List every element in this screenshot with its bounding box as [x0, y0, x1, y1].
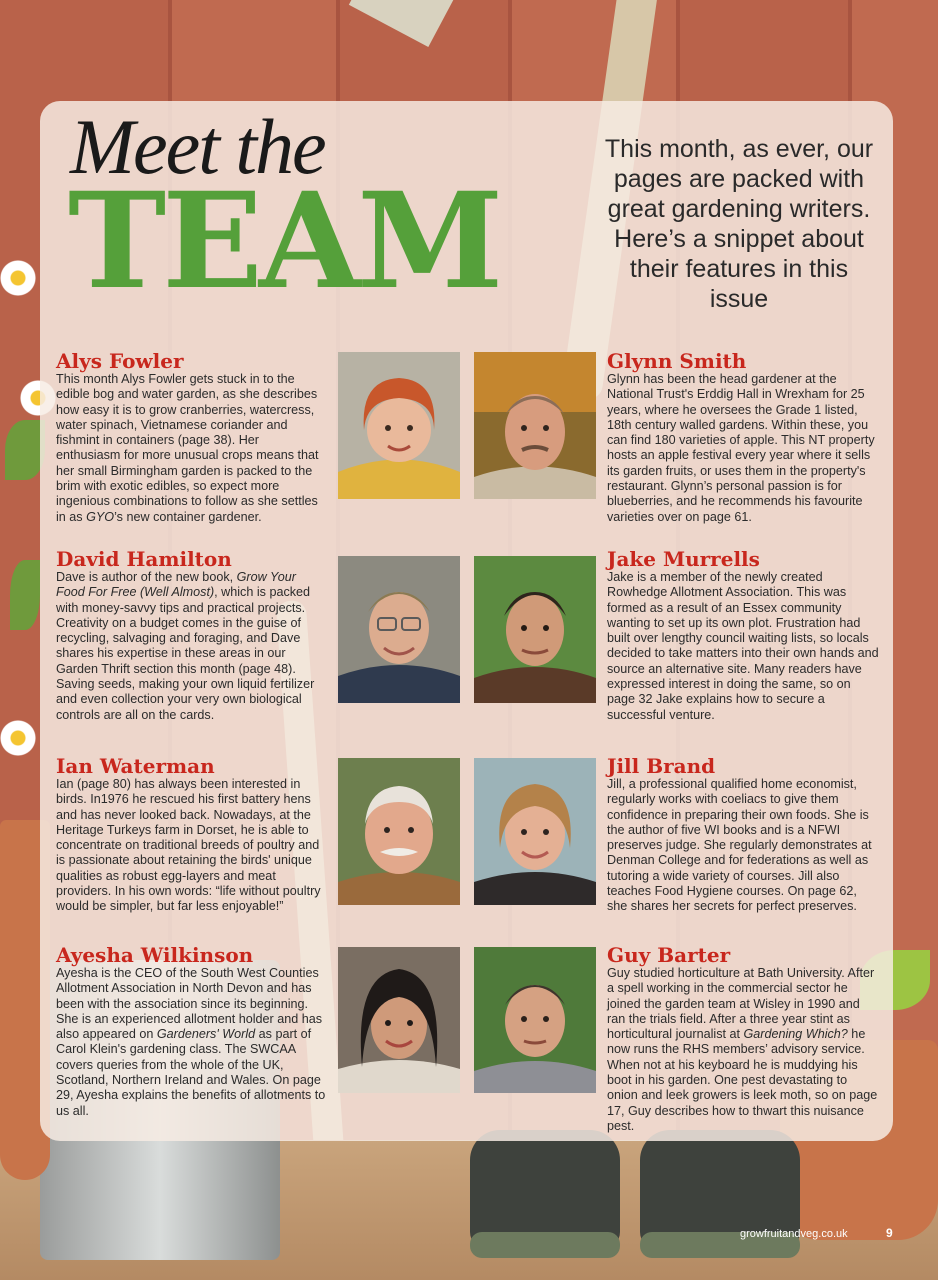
profile-bio: Jake is a member of the newly created Rowhedge Allotment Association. This was formed as a result of an Essex community wanting to set up its own plot. Frustration had built over lengthy council waiting lists, so locals decided to take matters into their own hands and source an alternative site. Many readers have expressed interest in doing the same, so on page 32 Jake explains how to secure a successful venture.	[607, 570, 879, 722]
profile-ian-waterman	[56, 755, 326, 915]
page-title-line1: Meet the	[70, 103, 325, 190]
profile-alys-fowler	[56, 350, 326, 525]
profile-name: Jake Murrells	[607, 547, 760, 571]
profile-glynn-smith	[607, 350, 879, 525]
profile-bio: Glynn has been the head gardener at the National Trust's Erddig Hall in Wrexham for 25 years, where he oversees the Grade 1 listed, 18th century walled gardens. Within these, you can find 180 varieties of apple. This NT property hosts an apple festival every year where it sells its garden fruits, or uses them in the property's restaurant. Glynn’s personal passion is for blueberries, and he recommends his favourite varieties over on page 61.	[607, 372, 875, 524]
photo-jill-brand	[474, 758, 596, 905]
profile-name: Alys Fowler	[56, 349, 184, 373]
profile-guy-barter	[607, 944, 879, 1134]
profile-bio: Ian (page 80) has always been interested in birds. In1976 he rescued his first battery hens and has never looked back. Nowadays, at the Heritage Turkeys farm in Dorset, he is able to concentrate on traditional breeds of poultry and is passionate about retaining the birds' unique qualities as robust egg-layers and meat providers. In his own words: “life without poultry would be simpler, but far less enjoyable!”	[56, 777, 321, 914]
daisy-flower	[0, 260, 36, 296]
profile-bio: This month Alys Fowler gets stuck in to the edible bog and water garden, as she describes how easy it is to grow cranberries, watercress, water spinach, Vietnamese coriander and fishmint in containers (page 38). Her enthusiasm for more unusual crops means that her small Birmingham garden is packed to the brim with exotic edibles, so expect more ingenious combinations to follow as she settles in as GYO’s new container gardener.	[56, 372, 319, 524]
profile-name: Jill Brand	[607, 754, 716, 778]
photo-alys-fowler	[338, 352, 460, 499]
profile-bio: Ayesha is the CEO of the South West Counties Allotment Association in North Devon and has been with the association since its beginning. She is an experienced allotment holder and has also appeared on Gardeners' World as part of Carol Klein's gardening class. The SWCAA covers queries from the whole of the UK, Scotland, Northern Ireland and Wales. On page 29, Ayesha explains the benefits of allotments to us all.	[56, 966, 326, 1118]
footer-url: growfruitandveg.co.uk	[740, 1228, 848, 1240]
photo-glynn-smith	[474, 352, 596, 499]
daisy-flower	[0, 720, 36, 756]
profile-david-hamilton	[56, 548, 326, 723]
photo-jake-murrells	[474, 556, 596, 703]
profile-name: Ayesha Wilkinson	[56, 943, 254, 967]
page-number: 9	[886, 1226, 893, 1240]
leaf	[5, 420, 45, 480]
photo-guy-barter	[474, 947, 596, 1093]
profile-bio: Jill, a professional qualified home economist, regularly works with coeliacs to give them confidence in preparing their own foods. She is the author of five WI books and is a NFWI preserves judge. She regularly demonstrates at Denman College and for federations as well as tutoring a wide variety of courses. Jill also teaches Food Hygiene courses. On page 62, she shares her secrets for perfect preserves.	[607, 777, 872, 914]
profile-name: Ian Waterman	[56, 754, 215, 778]
profile-bio: Dave is author of the new book, Grow Your Food For Free (Well Almost), which is packed with money-savvy tips and practical projects. Creativity on a budget comes in the guise of recycling, salvaging and foraging, and Dave shares his expertise in these areas in our Garden Thrift section this month (page 48). Saving seeds, making your own liquid fertilizer and even collection your very own biological controls are all on the cards.	[56, 570, 315, 722]
photo-ayesha-wilkinson	[338, 947, 460, 1093]
garden-sign	[349, 0, 461, 47]
profile-name: David Hamilton	[56, 547, 232, 571]
profile-name: Glynn Smith	[607, 349, 747, 373]
photo-ian-waterman	[338, 758, 460, 905]
photo-david-hamilton	[338, 556, 460, 703]
profile-ayesha-wilkinson	[56, 944, 326, 1119]
profile-bio: Guy studied horticulture at Bath University. After a spell working in the commercial sector he joined the garden team at Wisley in 1990 and ran the trials field. After a three year stint as horticultural journalist at Gardening Which? he now runs the RHS members’ advisory service. When not at his keyboard he is muddying his boot in his garden. One pest devastating to onion and leek growers is leek moth, so on page 17, Guy describes how to thwart this nuisance pest.	[607, 966, 878, 1133]
boot-sole	[470, 1232, 620, 1258]
leaf	[10, 560, 40, 630]
profile-name: Guy Barter	[607, 943, 731, 967]
intro-text: This month, as ever, our pages are packed with great gardening writers. Here’s a snippet about their features in this issue	[604, 135, 874, 313]
profile-jake-murrells	[607, 548, 879, 723]
profile-jill-brand	[607, 755, 879, 915]
page-title-line2: TEAM	[68, 164, 500, 319]
